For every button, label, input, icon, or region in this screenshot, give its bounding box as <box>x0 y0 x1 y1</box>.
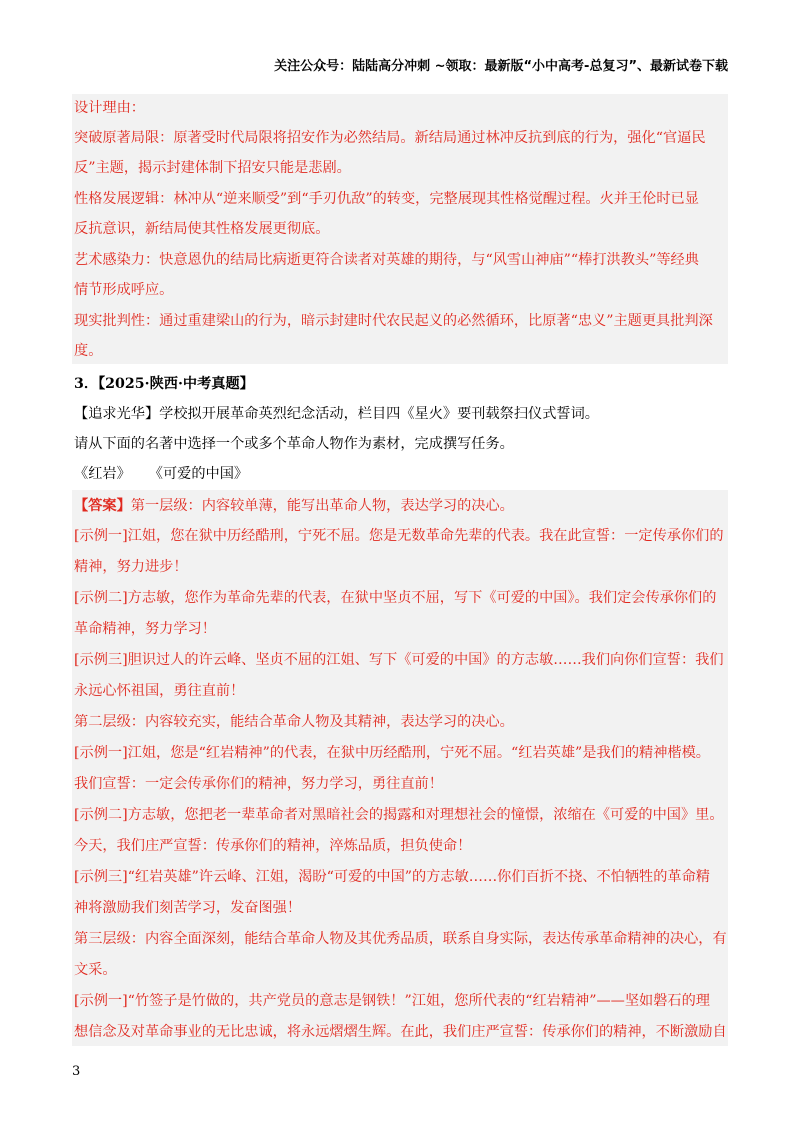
question-books: 《红岩》 《可爱的中国》 <box>74 466 249 482</box>
answer-label: 【答案】 <box>74 498 131 514</box>
answer-line: 革命精神，努力学习！ <box>74 621 216 637</box>
answer-line: [示例一]“竹签子是竹做的，共产党员的意志是钢铁！”江姐，您所代表的“红岩精神”——坚如磐石的理 <box>74 993 710 1009</box>
answer-line: [示例三]“红岩英雄”许云峰、江姐，渴盼“可爱的中国”的方志敏……你们百折不挠、不怕牺牲的革命精 <box>74 869 710 885</box>
answer-level-one: 第一层级：内容较单薄，能写出革命人物，表达学习的决心。 <box>130 498 514 514</box>
answer-line <box>74 496 730 516</box>
answer-line: 文采。 <box>74 962 117 978</box>
design-reason-line: 性格发展逻辑：林冲从“逆来顺受”到“手刃仇敌”的转变，完整展现其性格觉醒过程。火并王伦时已显 <box>74 191 699 207</box>
design-reason-line: 反”主题，揭示封建体制下招安只能是悲剧。 <box>74 160 351 176</box>
answer-line: 第二层级：内容较充实，能结合革命人物及其精神，表达学习的决心。 <box>74 714 514 730</box>
answer-line: [示例一]江姐，您是“红岩精神”的代表，在狱中历经酷刑，宁死不屈。“红岩英雄”是我们的精神楷模。 <box>74 745 710 761</box>
design-reason-line: 反抗意识，新结局使其性格发展更彻底。 <box>74 221 330 237</box>
design-reason-line: 设计理由： <box>74 100 145 116</box>
design-reason-line: 现实批判性：通过重建梁山的行为，暗示封建时代农民起义的必然循环，比原著“忠义”主题更具批判深 <box>74 313 713 329</box>
answer-line: [示例一]江姐，您在狱中历经酷刑，宁死不屈。您是无数革命先辈的代表。我在此宣誓：一定传承你们的 <box>74 528 724 544</box>
page-number: 3 <box>72 1064 81 1079</box>
answer-line: 精神，努力进步！ <box>74 559 188 575</box>
answer-line: 神将激励我们刻苦学习，发奋图强！ <box>74 900 302 916</box>
question-text: 请从下面的名著中选择一个或多个革命人物作为素材，完成撰写任务。 <box>74 436 514 452</box>
answer-line: 永远心怀祖国，勇往直前！ <box>74 683 245 699</box>
question-title: 3．【2025·陕西·中考真题】 <box>74 376 254 392</box>
design-reason-line: 情节形成呼应。 <box>74 282 174 298</box>
design-reason-line: 艺术感染力：快意恩仇的结局比病逝更符合读者对英雄的期待，与“风雪山神庙”“棒打洪教头”等经典 <box>74 252 699 268</box>
answer-line: [示例三]胆识过人的许云峰、坚贞不屈的江姐、写下《可爱的中国》的方志敏……我们向你们宣誓：我们 <box>74 652 724 668</box>
answer-line: 想信念及对革命事业的无比忠诚，将永远熠熠生辉。在此，我们庄严宣誓：传承你们的精神，不断激励自 <box>74 1024 727 1040</box>
answer-line: 第三层级：内容全面深刻，能结合革命人物及其优秀品质，联系自身实际，表达传承革命精神的决心，有 <box>74 931 727 947</box>
design-reason-line: 度。 <box>74 343 103 359</box>
page-header: 关注公众号：陆陆高分冲刺 ~领取：最新版“小中高考-总复习”、最新试卷下载 <box>274 59 728 74</box>
question-text: 【追求光华】学校拟开展革命英烈纪念活动，栏目四《星火》要刊载祭扫仪式誓词。 <box>74 406 599 422</box>
design-reason-line: 突破原著局限：原著受时代局限将招安作为必然结局。新结局通过林冲反抗到底的行为，强化“官逼民 <box>74 130 706 146</box>
answer-line: [示例二]方志敏，您作为革命先辈的代表，在狱中坚贞不屈，写下《可爱的中国》。我们定会传承你们的 <box>74 590 717 606</box>
answer-line: 我们宣誓：一定会传承你们的精神，努力学习，勇往直前！ <box>74 776 443 792</box>
answer-line: [示例二]方志敏，您把老一辈革命者对黑暗社会的揭露和对理想社会的憧憬，浓缩在《可爱的中国》里。 <box>74 807 724 823</box>
answer-line: 今天，我们庄严宣誓：传承你们的精神，淬炼品质，担负使命！ <box>74 838 472 854</box>
